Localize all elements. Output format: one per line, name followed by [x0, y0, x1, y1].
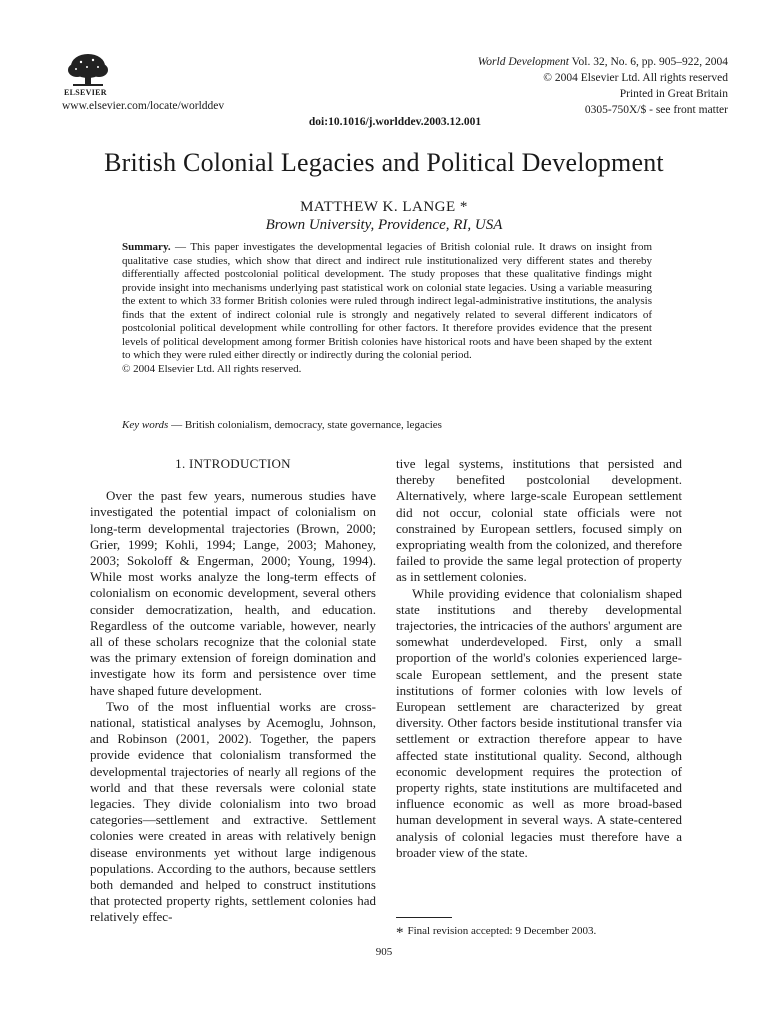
keywords-dash: — [168, 419, 185, 431]
abstract-copyright: © 2004 Elsevier Ltd. All rights reserved. [122, 362, 302, 375]
abstract-label: Summary. [122, 241, 171, 253]
paragraph: Over the past few years, numerous studies have investigated the potential impact of colonialism on long-term developmental trajectories (Brown, 2000; Grier, 1999; Kohli, 1994; Lange, 2003; Mahoney, 2003; Sokoloff & Engerman, 2000; Young, 1994). While most works analyze the long-term effects of colonialism on economic development, several others consider democratization, health, and education. Regardless of the outcome variable, however, nearly all of these scholars recognize that the colonial state was the primary extension of foreign domination and investigate how its form and persistence over time have shaped future development. [90, 488, 376, 698]
footnote [396, 925, 596, 942]
copyright-line: © 2004 Elsevier Ltd. All rights reserved [543, 72, 728, 84]
left-column [90, 456, 376, 926]
section-heading: 1. INTRODUCTION [175, 456, 291, 471]
article-header [62, 52, 728, 130]
abstract-dash: — [170, 241, 191, 253]
paragraph: While providing evidence that colonialism shaped state institutions and thereby developmental trajectories, the intricacies of the authors' argument are somewhat underdeveloped. First, only a small proportion of the world's colonies experienced large-scale European settlement, and the present state institutions of former colonies with low levels of European settlement are characterized by great diversity. Other factors beside institutional transfer via settlement or extraction therefore appear to have affected state institutional quality. Second, although economic development requires the protection of property rights, state institutions are multifaceted and influence economic as well as more broad-based human development in several ways. A state-centered analysis of colonial legacies must therefore have a broader view of the state. [396, 585, 682, 860]
footnote-divider [396, 917, 452, 918]
paragraph: Two of the most influential works are cross-national, statistical analyses by Acemoglu, Johnson, and Robinson (2001, 2002). Together, the papers provide evidence that colonialism transformed the developmental trajectories of nearly all regions of the world and that these reversals were colonial state legacies. They divide colonialism into two broad categories—settlement and extractive. Settlement colonies were created in areas with relatively benign disease environments yet without large indigenous populations. According to the authors, because settlers both demanded and helped to construct institutions that protected property rights, settlement colonies had relatively effec- [90, 698, 376, 925]
author-name: MATTHEW K. LANGE * [300, 199, 468, 215]
paragraph-continued: tive legal systems, institutions that persisted and thereby benefited postcolonial development. Alternatively, where large-scale European settlement did not occur, colonial state officials were not constrained by European settlers, focused simply on expropriating wealth from the colonized, and therefore failed to provide the same legal protection of property as in settlement colonies. [396, 456, 682, 585]
author-affiliation: Brown University, Providence, RI, USA [265, 217, 503, 233]
keywords-label: Key words [122, 419, 169, 431]
keywords-text: British colonialism, democracy, state governance, legacies [184, 419, 442, 431]
publisher-logo-label: ELSEVIER [64, 88, 107, 97]
keywords [122, 418, 652, 432]
doi-link[interactable]: doi:10.1016/j.worlddev.2003.12.001 [308, 116, 482, 128]
article-title: British Colonial Legacies and Political Development [104, 148, 664, 177]
footnote-marker: * [396, 925, 404, 941]
journal-url-link[interactable]: www.elsevier.com/locate/worlddev [62, 100, 225, 112]
printed-line: Printed in Great Britain [619, 88, 728, 100]
issn-line: 0305-750X/$ - see front matter [584, 104, 728, 116]
abstract-text: This paper investigates the developmental legacies of British colonial rule. It draws on insight from qualitative case studies, which show that direct and indirect rule institutionalized very different states and thereby differentially affected postcolonial political development. The study proposes that these qualitative findings might provide insight into mechanisms underlying past statistical work on colonial state legacies. Using a variable measuring the extent to which 33 former British colonies were ruled through indirect legal-administrative institutions, the analysis finds that the extent of indirect colonial rule is strongly and negatively related to several different indicators of postcolonial political development while controlling for other factors. It therefore provides evidence that the present levels of political development among former British colonies have historical roots and have been shaped by the extent to which they were ruled either directly or indirectly during the colonial period. [122, 241, 653, 361]
journal-citation: Vol. 32, No. 6, pp. 905–922, 2004 [571, 56, 728, 68]
page-number: 905 [375, 946, 393, 958]
footnote-text: Final revision accepted: 9 December 2003. [407, 925, 597, 937]
abstract [122, 241, 652, 376]
journal-info [478, 54, 728, 118]
journal-name: World Development [477, 56, 569, 68]
right-column [396, 456, 682, 861]
